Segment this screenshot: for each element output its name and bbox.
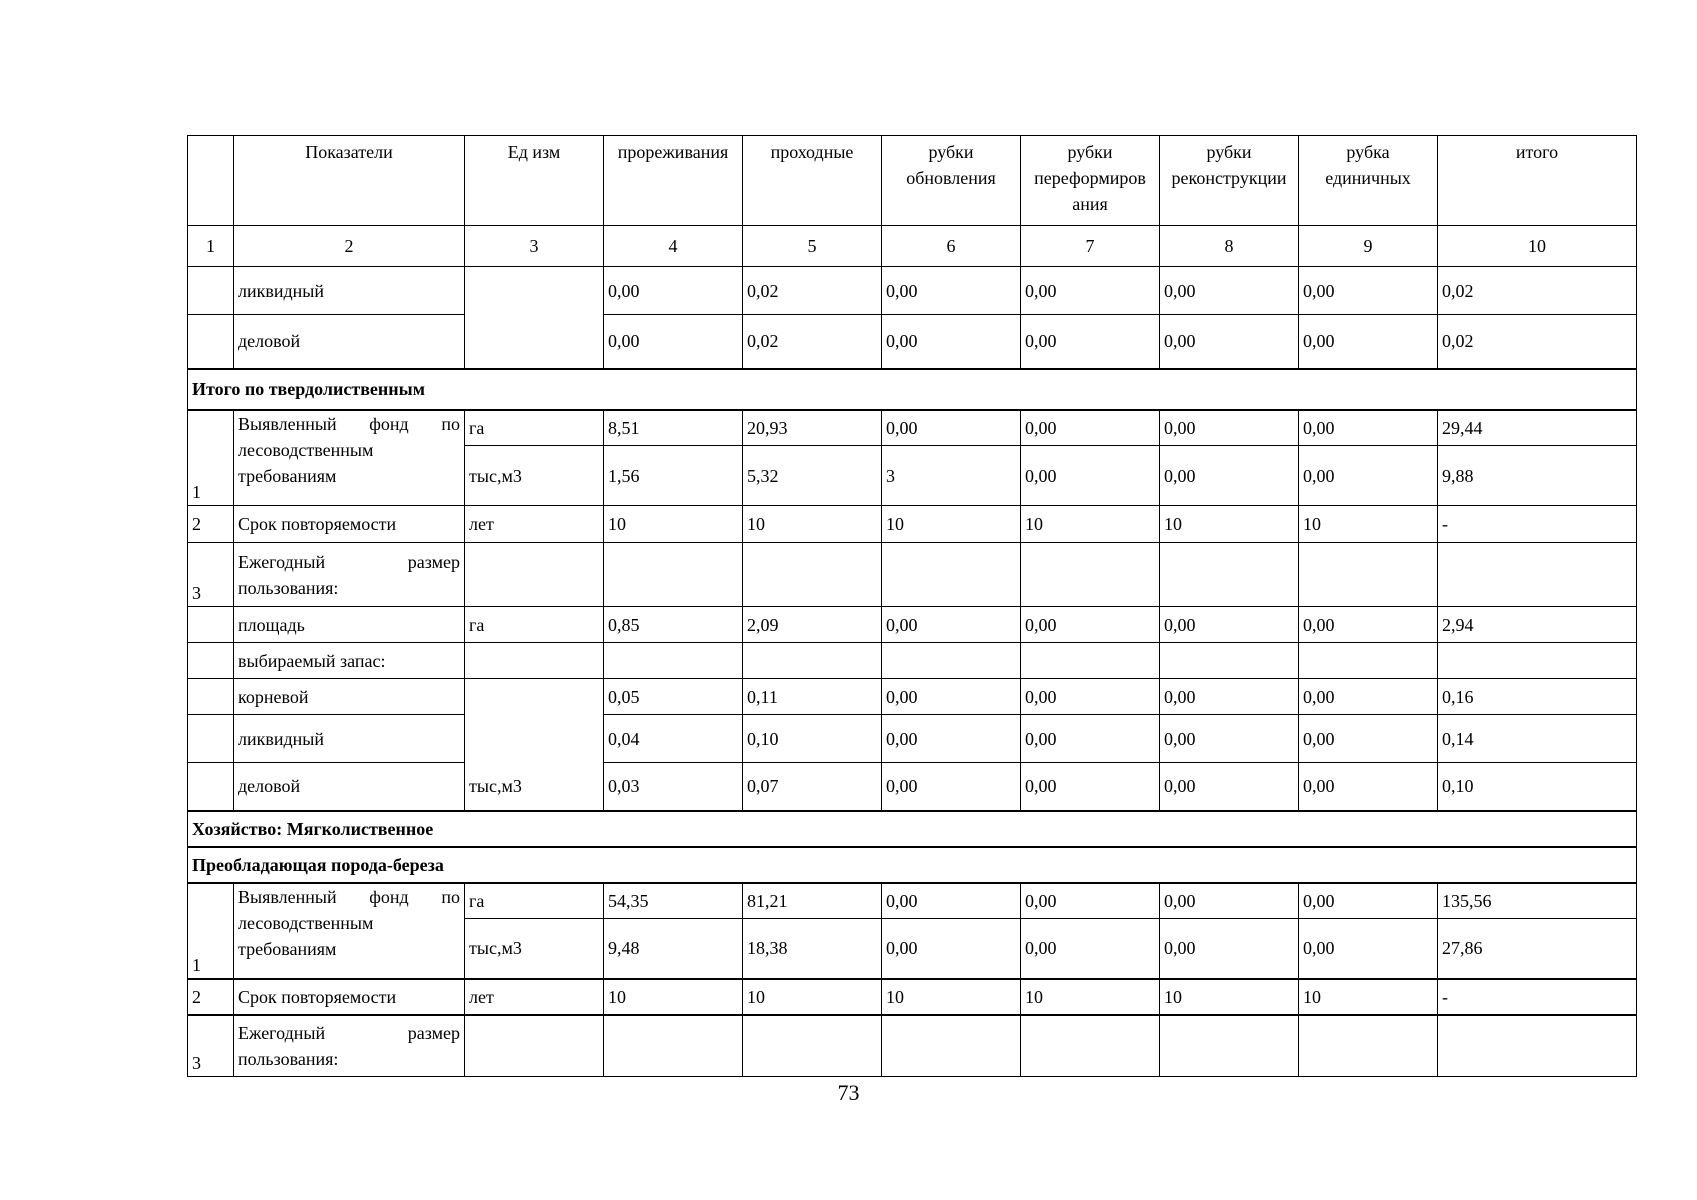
total-cell: [1438, 643, 1637, 679]
total-cell: 135,56: [1438, 883, 1637, 919]
value-cell: 0,00: [1021, 715, 1160, 763]
value-cell: 0,00: [1299, 919, 1438, 979]
header-cell: рубки реконструкции: [1160, 136, 1299, 226]
value-cell: 0,00: [1160, 446, 1299, 506]
value-cell: 81,21: [743, 883, 882, 919]
column-number: 9: [1299, 226, 1438, 267]
unit-cell: тыс,м3: [465, 679, 604, 811]
section-heading: Итого по твердолиственным: [188, 369, 1637, 410]
table-row: [188, 1015, 1637, 1077]
table-row: [188, 410, 1637, 446]
table-row: [188, 643, 1637, 679]
value-cell: [882, 643, 1021, 679]
value-cell: 0,00: [1021, 679, 1160, 715]
value-cell: [882, 543, 1021, 607]
total-cell: 0,16: [1438, 679, 1637, 715]
row-number-cell: 2: [188, 506, 234, 543]
value-cell: 10: [743, 506, 882, 543]
header-cell: рубки переформиров ания: [1021, 136, 1160, 226]
row-number-cell: 1: [188, 410, 234, 506]
value-cell: 0,00: [1021, 883, 1160, 919]
row-number-cell: [188, 607, 234, 643]
value-cell: [743, 543, 882, 607]
header-cell: Ед изм: [465, 136, 604, 226]
header-cell: итого: [1438, 136, 1637, 226]
value-cell: 0,00: [1021, 919, 1160, 979]
section-row: [188, 369, 1637, 410]
header-cell: проходные: [743, 136, 882, 226]
value-cell: 20,93: [743, 410, 882, 446]
value-cell: 10: [604, 506, 743, 543]
value-cell: 0,00: [1021, 446, 1160, 506]
page-number: 73: [837, 1080, 860, 1105]
value-cell: 0,00: [882, 883, 1021, 919]
row-label: ликвидный: [234, 267, 465, 315]
value-cell: 0,00: [1299, 883, 1438, 919]
value-cell: 0,11: [743, 679, 882, 715]
value-cell: 0,00: [1299, 446, 1438, 506]
row-label: Выявленный фонд по лесоводственным требованиям: [234, 883, 465, 979]
value-cell: 0,00: [1160, 315, 1299, 369]
column-number: 8: [1160, 226, 1299, 267]
unit-cell: [465, 267, 604, 369]
value-cell: [604, 1015, 743, 1077]
column-number: 4: [604, 226, 743, 267]
value-cell: [743, 1015, 882, 1077]
value-cell: 0,00: [882, 919, 1021, 979]
row-number-cell: 3: [188, 1015, 234, 1077]
unit-cell: га: [465, 607, 604, 643]
value-cell: [1021, 643, 1160, 679]
value-cell: 0,00: [1299, 315, 1438, 369]
value-cell: [882, 1015, 1021, 1077]
unit-cell: [465, 543, 604, 607]
table-row: [188, 267, 1637, 315]
value-cell: 0,03: [604, 763, 743, 811]
value-cell: [604, 543, 743, 607]
section-row: [188, 847, 1637, 883]
value-cell: 10: [1021, 979, 1160, 1015]
row-label: корневой: [234, 679, 465, 715]
value-cell: 0,04: [604, 715, 743, 763]
total-cell: -: [1438, 506, 1637, 543]
row-number-cell: 1: [188, 883, 234, 979]
header-cell: рубка единичных: [1299, 136, 1438, 226]
table-row: [188, 607, 1637, 643]
column-number-row: [188, 226, 1637, 267]
value-cell: [1160, 1015, 1299, 1077]
unit-cell: тыс,м3: [465, 919, 604, 979]
value-cell: 3: [882, 446, 1021, 506]
header-cell: прореживания: [604, 136, 743, 226]
total-cell: 0,02: [1438, 315, 1637, 369]
table-row: [188, 883, 1637, 919]
value-cell: 18,38: [743, 919, 882, 979]
header-cell: Показатели: [234, 136, 465, 226]
value-cell: 10: [882, 506, 1021, 543]
value-cell: 1,56: [604, 446, 743, 506]
section-row: [188, 811, 1637, 847]
value-cell: 10: [1160, 506, 1299, 543]
value-cell: 0,00: [1160, 883, 1299, 919]
value-cell: [1299, 1015, 1438, 1077]
unit-cell: лет: [465, 506, 604, 543]
unit-cell: тыс,м3: [465, 446, 604, 506]
header-cell: рубки обновления: [882, 136, 1021, 226]
row-number-cell: 3: [188, 543, 234, 607]
value-cell: 0,00: [1160, 715, 1299, 763]
column-number: 5: [743, 226, 882, 267]
value-cell: 0,00: [1299, 410, 1438, 446]
section-heading: Хозяйство: Мягколиственное: [188, 811, 1637, 847]
value-cell: 0,00: [604, 315, 743, 369]
value-cell: 0,00: [882, 267, 1021, 315]
value-cell: 0,00: [1021, 315, 1160, 369]
row-number-cell: [188, 715, 234, 763]
unit-cell: [465, 1015, 604, 1077]
value-cell: 0,00: [882, 607, 1021, 643]
total-cell: -: [1438, 979, 1637, 1015]
row-number-cell: [188, 679, 234, 715]
value-cell: [604, 643, 743, 679]
value-cell: 0,02: [743, 267, 882, 315]
column-number: 3: [465, 226, 604, 267]
row-label: Срок повторяемости: [234, 506, 465, 543]
row-label: площадь: [234, 607, 465, 643]
total-cell: 0,10: [1438, 763, 1637, 811]
value-cell: 0,00: [1299, 679, 1438, 715]
value-cell: 0,00: [1160, 919, 1299, 979]
unit-cell: [465, 643, 604, 679]
row-number-cell: [188, 643, 234, 679]
value-cell: 10: [1299, 506, 1438, 543]
table-row: [188, 315, 1637, 369]
value-cell: 0,05: [604, 679, 743, 715]
value-cell: 0,00: [882, 410, 1021, 446]
total-cell: 9,88: [1438, 446, 1637, 506]
value-cell: 10: [604, 979, 743, 1015]
section-heading: Преобладающая порода-береза: [188, 847, 1637, 883]
header-row: [188, 136, 1637, 226]
row-number-cell: [188, 763, 234, 811]
row-label: Ежегодный размер пользования:: [234, 1015, 465, 1077]
column-number: 6: [882, 226, 1021, 267]
value-cell: 0,02: [743, 315, 882, 369]
value-cell: 10: [1299, 979, 1438, 1015]
value-cell: 0,00: [1160, 410, 1299, 446]
value-cell: 0,00: [882, 763, 1021, 811]
value-cell: [1021, 1015, 1160, 1077]
table-row: [188, 979, 1637, 1015]
value-cell: 10: [1021, 506, 1160, 543]
value-cell: 10: [882, 979, 1021, 1015]
row-label: Срок повторяемости: [234, 979, 465, 1015]
value-cell: 0,00: [1160, 267, 1299, 315]
total-cell: 0,02: [1438, 267, 1637, 315]
value-cell: 0,00: [1299, 715, 1438, 763]
value-cell: [1160, 643, 1299, 679]
row-label: выбираемый запас:: [234, 643, 465, 679]
value-cell: [1160, 543, 1299, 607]
table-row: [188, 543, 1637, 607]
value-cell: [743, 643, 882, 679]
value-cell: 0,00: [1021, 410, 1160, 446]
table-row: [188, 715, 1637, 763]
row-number-cell: 2: [188, 979, 234, 1015]
value-cell: 9,48: [604, 919, 743, 979]
value-cell: 8,51: [604, 410, 743, 446]
column-number: 1: [188, 226, 234, 267]
unit-cell: га: [465, 883, 604, 919]
value-cell: 10: [743, 979, 882, 1015]
header-cell: [188, 136, 234, 226]
forestry-table: [187, 135, 1637, 1077]
row-label: деловой: [234, 315, 465, 369]
value-cell: 0,00: [882, 715, 1021, 763]
unit-cell: га: [465, 410, 604, 446]
total-cell: [1438, 543, 1637, 607]
value-cell: 0,00: [1021, 763, 1160, 811]
value-cell: 0,07: [743, 763, 882, 811]
value-cell: 54,35: [604, 883, 743, 919]
value-cell: 0,00: [604, 267, 743, 315]
total-cell: 2,94: [1438, 607, 1637, 643]
row-label: Ежегодный размер пользования:: [234, 543, 465, 607]
value-cell: 0,00: [1299, 267, 1438, 315]
value-cell: 0,00: [1021, 267, 1160, 315]
table-row: [188, 506, 1637, 543]
total-cell: 29,44: [1438, 410, 1637, 446]
column-number: 10: [1438, 226, 1637, 267]
total-cell: 0,14: [1438, 715, 1637, 763]
value-cell: 0,00: [1299, 763, 1438, 811]
value-cell: [1299, 543, 1438, 607]
value-cell: [1021, 543, 1160, 607]
value-cell: 0,00: [882, 679, 1021, 715]
row-label: ликвидный: [234, 715, 465, 763]
value-cell: 5,32: [743, 446, 882, 506]
value-cell: 0,85: [604, 607, 743, 643]
value-cell: 0,00: [1299, 607, 1438, 643]
value-cell: 0,00: [1160, 607, 1299, 643]
value-cell: 2,09: [743, 607, 882, 643]
value-cell: 0,10: [743, 715, 882, 763]
value-cell: 0,00: [1160, 679, 1299, 715]
value-cell: [1299, 643, 1438, 679]
row-label: деловой: [234, 763, 465, 811]
total-cell: 27,86: [1438, 919, 1637, 979]
table-row: [188, 763, 1637, 811]
column-number: 7: [1021, 226, 1160, 267]
table-row: [188, 679, 1637, 715]
unit-cell: лет: [465, 979, 604, 1015]
column-number: 2: [234, 226, 465, 267]
value-cell: 0,00: [882, 315, 1021, 369]
total-cell: [1438, 1015, 1637, 1077]
row-label: Выявленный фонд по лесоводственным требованиям: [234, 410, 465, 506]
value-cell: 0,00: [1021, 607, 1160, 643]
row-number-cell: [188, 267, 234, 315]
value-cell: 10: [1160, 979, 1299, 1015]
row-number-cell: [188, 315, 234, 369]
value-cell: 0,00: [1160, 763, 1299, 811]
